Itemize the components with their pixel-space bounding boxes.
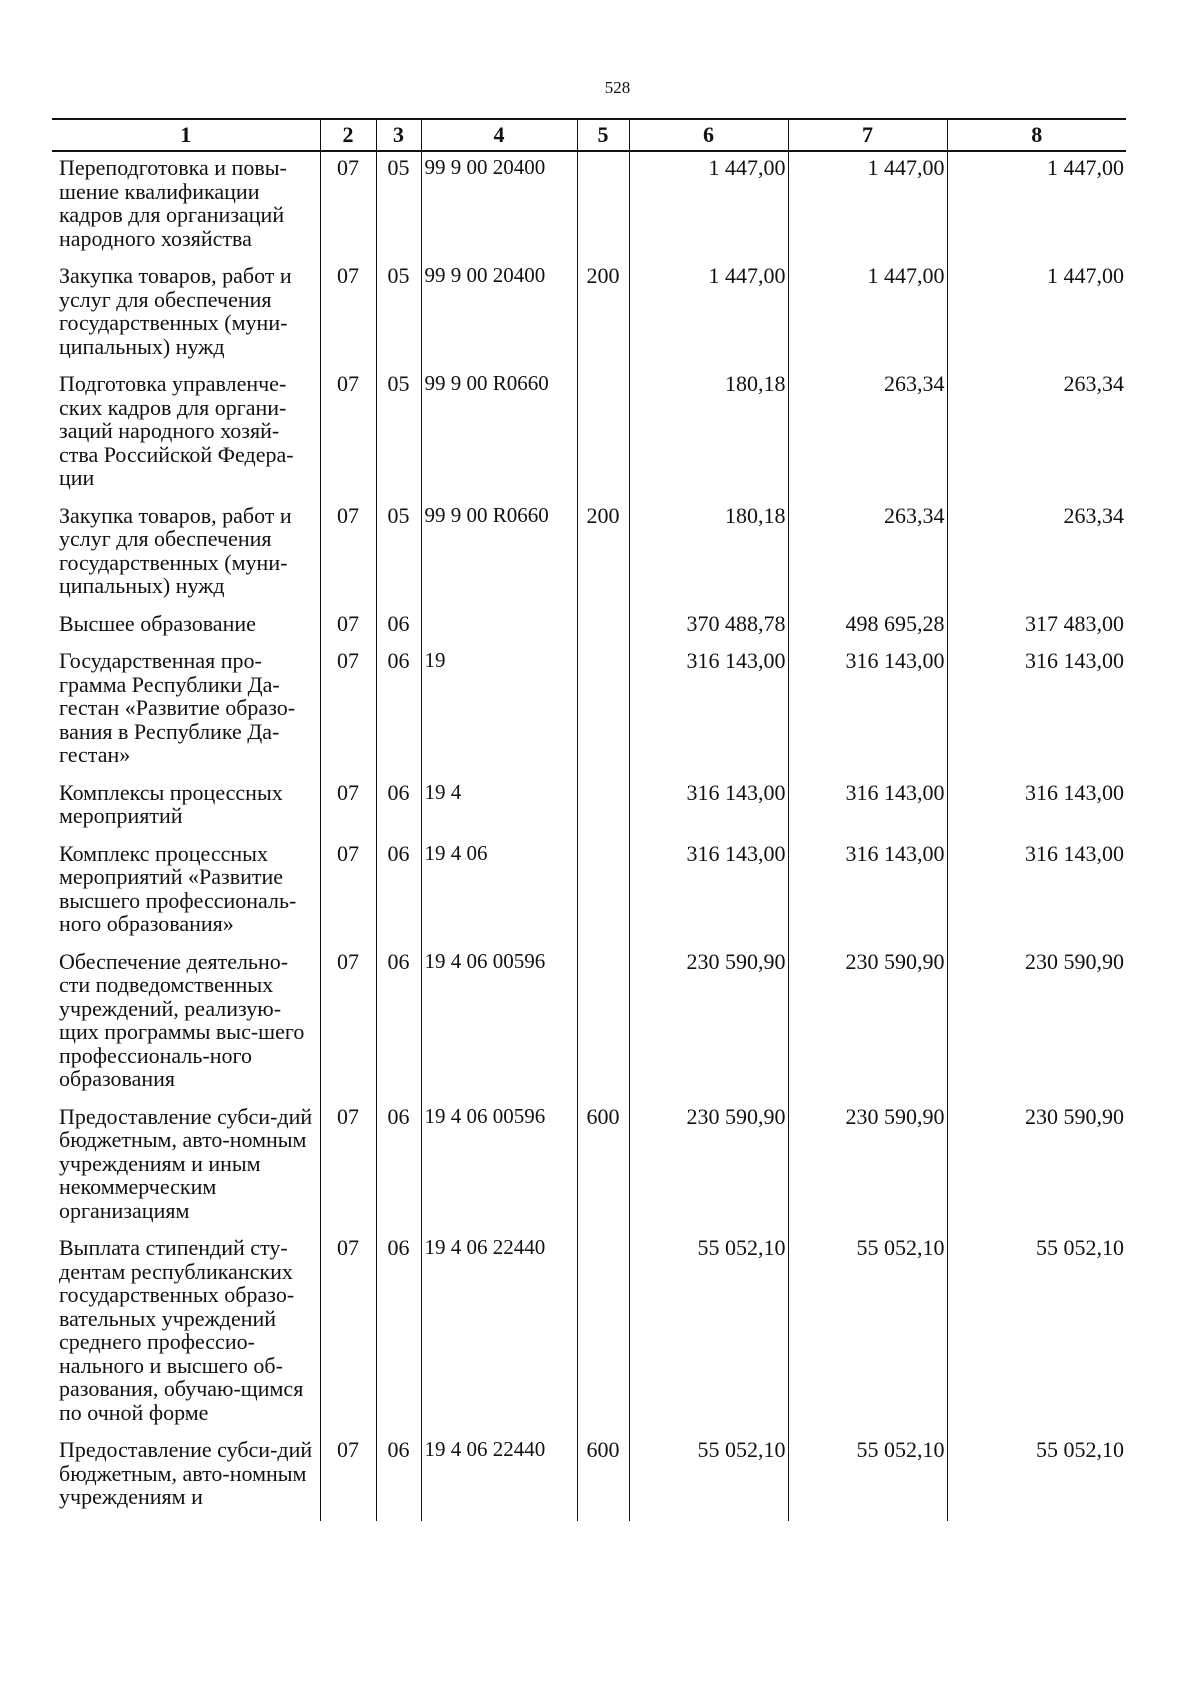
amount-col7-cell: 263,34	[788, 368, 947, 500]
subsection-code-cell: 05	[376, 500, 421, 608]
target-article-cell: 99 9 00 R0660	[421, 500, 577, 608]
amount-col6-cell: 230 590,90	[629, 1101, 788, 1233]
expense-type-cell	[577, 946, 629, 1101]
amount-col7-cell: 55 052,10	[788, 1232, 947, 1434]
expense-type-cell: 200	[577, 500, 629, 608]
section-code-cell: 07	[320, 1232, 376, 1434]
table-body	[52, 151, 1126, 1521]
table-row	[52, 260, 1126, 368]
subsection-code-cell: 05	[376, 151, 421, 260]
section-code-cell: 07	[320, 1101, 376, 1233]
table-row	[52, 500, 1126, 608]
subsection-code-cell: 06	[376, 946, 421, 1101]
subsection-code-cell: 06	[376, 1101, 421, 1233]
column-header: 3	[376, 119, 421, 151]
column-header: 5	[577, 119, 629, 151]
subsection-code-cell: 06	[376, 1232, 421, 1434]
expense-type-cell: 200	[577, 260, 629, 368]
item-name-cell: Комплекс процессных мероприятий «Развитие высшего профессиональ-ного образования»	[59, 840, 297, 936]
section-code-cell: 07	[320, 946, 376, 1101]
amount-col7-cell: 1 447,00	[788, 260, 947, 368]
item-name-cell: Предоставление субси-дий бюджетным, авто-номным учреждениям и иным некоммерческим организациям	[59, 1103, 313, 1223]
budget-table	[52, 118, 1126, 1521]
table-header-row	[52, 119, 1126, 151]
amount-col7-cell: 230 590,90	[788, 1101, 947, 1233]
target-article-cell: 19 4	[421, 777, 577, 838]
table-row	[52, 838, 1126, 946]
target-article-cell: 19	[421, 645, 577, 777]
item-name-cell: Государственная про-грамма Республики Да-гестан «Развитие образо-вания в Республике Да-гестан»	[59, 648, 296, 767]
table-row	[52, 151, 1126, 260]
expense-type-cell	[577, 645, 629, 777]
section-code-cell: 07	[320, 645, 376, 777]
amount-col7-cell: 55 052,10	[788, 1434, 947, 1521]
column-header: 8	[947, 119, 1126, 151]
column-header: 2	[320, 119, 376, 151]
amount-col7-cell: 316 143,00	[788, 645, 947, 777]
amount-col6-cell: 1 447,00	[629, 260, 788, 368]
target-article-cell: 19 4 06 22440	[421, 1232, 577, 1434]
amount-col8-cell: 55 052,10	[947, 1232, 1126, 1434]
amount-col7-cell: 263,34	[788, 500, 947, 608]
item-name-cell: Закупка товаров, работ и услуг для обеспечения государственных (муни-ципальных) нужд	[59, 502, 292, 598]
amount-col8-cell: 230 590,90	[947, 1101, 1126, 1233]
item-name-cell: Предоставление субси-дий бюджетным, авто-номным учреждениям и	[59, 1437, 313, 1509]
amount-col8-cell: 317 483,00	[947, 608, 1126, 646]
amount-col6-cell: 55 052,10	[629, 1434, 788, 1521]
subsection-code-cell: 06	[376, 608, 421, 646]
subsection-code-cell: 06	[376, 777, 421, 838]
table-row	[52, 777, 1126, 838]
target-article-cell: 99 9 00 R0660	[421, 368, 577, 500]
item-name-cell: Высшее образование	[59, 610, 256, 636]
expense-type-cell	[577, 608, 629, 646]
target-article-cell	[421, 608, 577, 646]
section-code-cell: 07	[320, 500, 376, 608]
table-row	[52, 608, 1126, 646]
subsection-code-cell: 06	[376, 838, 421, 946]
column-header: 4	[421, 119, 577, 151]
expense-type-cell: 600	[577, 1434, 629, 1521]
amount-col8-cell: 316 143,00	[947, 645, 1126, 777]
item-name-cell: Обеспечение деятельно-сти подведомственных учреждений, реализую-щих программы выс-шего профессиональ-ного образования	[59, 948, 305, 1091]
table-row	[52, 645, 1126, 777]
item-name-cell: Выплата стипендий сту-дентам республиканских государственных образо-вательных учреждений среднего профессио-нального и высшего об-разования, обучаю-щимся по очной форме	[59, 1235, 304, 1425]
amount-col8-cell: 316 143,00	[947, 838, 1126, 946]
subsection-code-cell: 06	[376, 645, 421, 777]
item-name-cell: Закупка товаров, работ и услуг для обеспечения государственных (муни-ципальных) нужд	[59, 263, 292, 359]
amount-col8-cell: 263,34	[947, 368, 1126, 500]
table-row	[52, 1434, 1126, 1521]
amount-col7-cell: 498 695,28	[788, 608, 947, 646]
subsection-code-cell: 06	[376, 1434, 421, 1521]
subsection-code-cell: 05	[376, 260, 421, 368]
target-article-cell: 99 9 00 20400	[421, 260, 577, 368]
column-header: 1	[52, 119, 320, 151]
amount-col6-cell: 316 143,00	[629, 645, 788, 777]
expense-type-cell	[577, 1232, 629, 1434]
amount-col8-cell: 55 052,10	[947, 1434, 1126, 1521]
amount-col7-cell: 316 143,00	[788, 777, 947, 838]
amount-col8-cell: 316 143,00	[947, 777, 1126, 838]
amount-col6-cell: 1 447,00	[629, 151, 788, 260]
item-name-cell: Переподготовка и повы-шение квалификации кадров для организаций народного хозяйства	[59, 155, 287, 251]
amount-col6-cell: 180,18	[629, 500, 788, 608]
target-article-cell: 99 9 00 20400	[421, 151, 577, 260]
column-header: 7	[788, 119, 947, 151]
section-code-cell: 07	[320, 608, 376, 646]
amount-col6-cell: 55 052,10	[629, 1232, 788, 1434]
target-article-cell: 19 4 06 22440	[421, 1434, 577, 1521]
section-code-cell: 07	[320, 1434, 376, 1521]
amount-col7-cell: 230 590,90	[788, 946, 947, 1101]
expense-type-cell	[577, 368, 629, 500]
amount-col6-cell: 180,18	[629, 368, 788, 500]
expense-type-cell	[577, 838, 629, 946]
item-name-cell: Комплексы процессных мероприятий	[59, 779, 283, 828]
column-header: 6	[629, 119, 788, 151]
amount-col8-cell: 1 447,00	[947, 151, 1126, 260]
amount-col7-cell: 316 143,00	[788, 838, 947, 946]
amount-col8-cell: 230 590,90	[947, 946, 1126, 1101]
target-article-cell: 19 4 06 00596	[421, 1101, 577, 1233]
table-row	[52, 1232, 1126, 1434]
amount-col6-cell: 230 590,90	[629, 946, 788, 1101]
section-code-cell: 07	[320, 151, 376, 260]
table-row	[52, 946, 1126, 1101]
table-row	[52, 368, 1126, 500]
section-code-cell: 07	[320, 838, 376, 946]
expense-type-cell	[577, 777, 629, 838]
target-article-cell: 19 4 06 00596	[421, 946, 577, 1101]
amount-col7-cell: 1 447,00	[788, 151, 947, 260]
amount-col6-cell: 316 143,00	[629, 777, 788, 838]
table-row	[52, 1101, 1126, 1233]
expense-type-cell: 600	[577, 1101, 629, 1233]
item-name-cell: Подготовка управленче-ских кадров для органи-заций народного хозяй-ства Российской Федера-ции	[59, 371, 294, 490]
expense-type-cell	[577, 151, 629, 260]
section-code-cell: 07	[320, 368, 376, 500]
amount-col6-cell: 316 143,00	[629, 838, 788, 946]
amount-col6-cell: 370 488,78	[629, 608, 788, 646]
target-article-cell: 19 4 06	[421, 838, 577, 946]
subsection-code-cell: 05	[376, 368, 421, 500]
section-code-cell: 07	[320, 260, 376, 368]
page-number: 528	[604, 78, 631, 97]
section-code-cell: 07	[320, 777, 376, 838]
amount-col8-cell: 1 447,00	[947, 260, 1126, 368]
amount-col8-cell: 263,34	[947, 500, 1126, 608]
